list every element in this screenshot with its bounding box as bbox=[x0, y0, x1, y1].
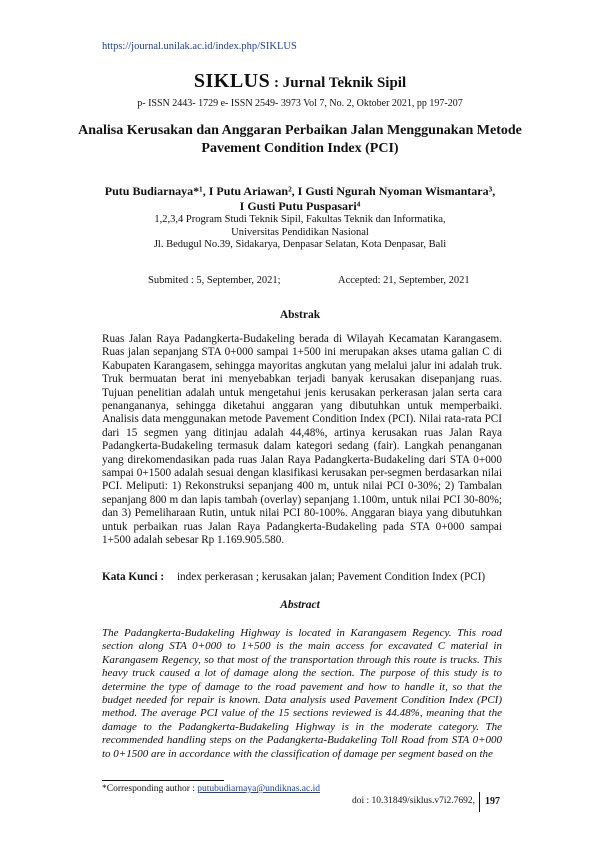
submitted-date: Submited : 5, September, 2021; bbox=[148, 275, 281, 286]
article-title: Analisa Kerusakan dan Anggaran Perbaikan Jalan Menggunakan Metode Pavement Condition Index (PCI) bbox=[78, 123, 522, 156]
abstrak-heading: Abstrak bbox=[279, 309, 321, 321]
keywords-label: Kata Kunci : bbox=[102, 571, 165, 583]
journal-subtitle: : Jurnal Teknik Sipil bbox=[273, 75, 407, 91]
journal-url[interactable]: https://journal.unilak.ac.id/index.php/SIKLUS bbox=[102, 41, 297, 52]
accepted-date: Accepted: 21, September, 2021 bbox=[338, 275, 470, 286]
authors-line-2: I Gusti Putu Puspasari⁴ bbox=[239, 199, 361, 213]
abstract-text: The Padangkerta-Budakeling Highway is located in Karangasem Regency. This road section along STA 0+000 to 1+500 is the main access for excavated C material in Karangasem Regency, so that most of the transportation through this route is trucks. This heavy truck caused a lot of damage along the section. The purpose of this study is to determine the type of damage to the road pavement and how to handle it, so that the budget needed for repair is known. Data analysis used Pavement Condition Index (PCI) method. The average PCI value of the 15 sections reviewed is 44.48%, meaning that the damage to the Padangkerta-Budakeling Highway is in the moderate category. The recommended handling steps on the Padangkerta-Budakeling Toll Road from STA 0+000 to 0+1500 are in accordance with the classification of damage per segment based on the bbox=[102, 627, 502, 760]
keywords bbox=[102, 571, 522, 583]
affiliation-line-2: Universitas Pendidikan Nasional bbox=[231, 226, 369, 238]
footnote-divider bbox=[102, 780, 224, 781]
author-list bbox=[70, 184, 530, 214]
page-number: 197 bbox=[485, 796, 500, 807]
journal-name: SIKLUS bbox=[193, 70, 271, 92]
affiliation-line-1: 1,2,3,4 Program Studi Teknik Sipil, Fakultas Teknik dan Informatika, bbox=[154, 214, 446, 225]
issn-line: p- ISSN 2443- 1729 e- ISSN 2549- 3973 Vol 7, No. 2, Oktober 2021, pp 197-207 bbox=[137, 98, 463, 109]
keywords-text: index perkerasan ; kerusakan jalan; Pavement Condition Index (PCI) bbox=[176, 571, 486, 583]
corresponding-label: *Corresponding author : bbox=[102, 784, 198, 794]
corresponding-author bbox=[102, 784, 320, 794]
footer-divider bbox=[479, 792, 480, 812]
abstract-heading: Abstract bbox=[280, 599, 320, 611]
abstrak-text: Ruas Jalan Raya Padangkerta-Budakeling berada di Wilayah Kecamatan Karangasem. Ruas jalan sepanjang STA 0+000 sampai 1+500 ini merupakan akses utama galian C di Kabupaten Karangasem, sehingga mayoritas angkutan yang melalui jalur ini adalah truk. Truk bermuatan berat ini menyebabkan terjadi banyak kerusakan disepanjang ruas. Tujuan penelitian adalah untuk mengetahui jenis kerusakan perkerasan jalan serta cara penangananya, sehingga diketahui anggaran yang dibutuhkan untuk memperbaiki. Analisis data menggunakan metode Pavement Condition Index (PCI). Nilai rata-rata PCI dari 15 segmen yang ditinjau adalah 44,48%, artinya kerusakan ruas Jalan Raya Padangkerta-Budakeling termasuk dalam kategori sedang (fair). Langkah penanganan yang direkomendasikan pada ruas Jalan Raya Padangkerta-Budakeling dari STA 0+000 sampai 0+1500 adalah sesuai dengan klasifikasi kerusakan per-segmen berdasarkan nilai PCI. Meliputi: 1) Rekonstruksi sepanjang 400 m, untuk nilai PCI 0-30%; 2) Tambalan sepanjang 800 m dan lapis tambah (overlay) sepanjang 1.100m, untuk nilai PCI 30-80%; dan 3) Pemeliharaan Rutin, untuk nilai PCI 80-100%. Anggaran biaya yang dibutuhkan untuk perbaikan ruas Jalan Raya Padangkerta-Budakeling pada STA 0+000 sampai 1+500 adalah sebesar Rp 1.169.905.580. bbox=[102, 333, 502, 547]
affiliation bbox=[60, 214, 540, 252]
submission-dates bbox=[148, 275, 470, 286]
authors-line-1: Putu Budiarnaya*¹, I Putu Ariawan², I Gusti Ngurah Nyoman Wismantara³, bbox=[104, 184, 496, 198]
affiliation-line-3: Jl. Bedugul No.39, Sidakarya, Denpasar Selatan, Kota Denpasar, Bali bbox=[153, 239, 447, 250]
corresponding-email-link[interactable]: putubudiarnaya@undiknas.ac.id bbox=[197, 784, 320, 794]
journal-title bbox=[0, 70, 600, 93]
doi: doi : 10.31849/siklus.v7i2.7692, bbox=[352, 796, 475, 806]
